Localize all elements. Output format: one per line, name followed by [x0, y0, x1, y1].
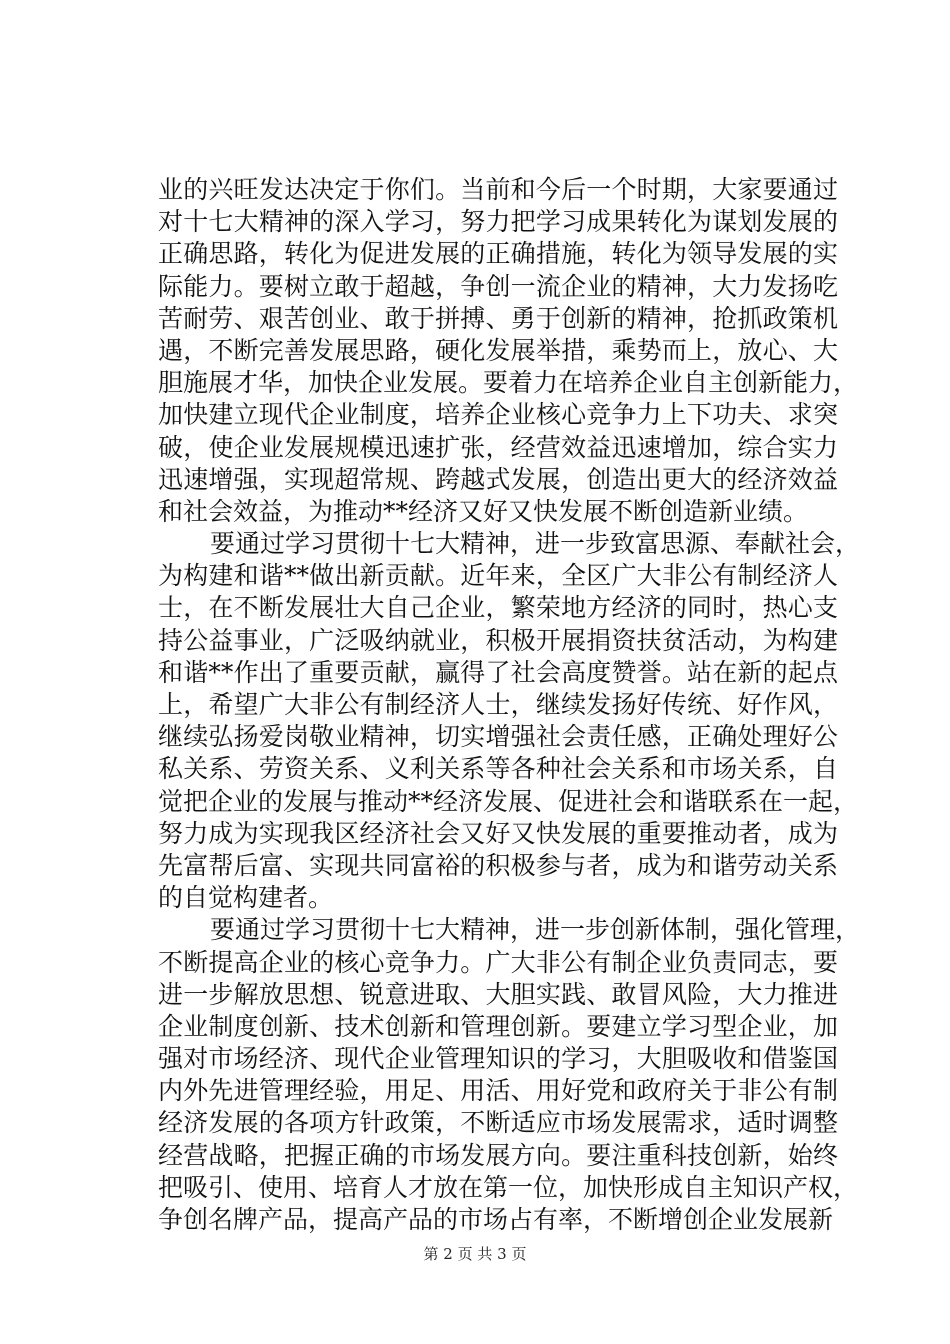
text-line: 经济发展的各项方针政策，不断适应市场发展需求，适时调整	[158, 1108, 838, 1138]
text-line: 经营战略，把握正确的市场发展方向。要注重科技创新，始终	[158, 1140, 838, 1170]
text-line: 和谐**作出了重要贡献，赢得了社会高度赞誉。站在新的起点	[158, 657, 838, 687]
text-line: 士，在不断发展壮大自己企业，繁荣地方经济的同时，热心支	[158, 593, 838, 623]
text-line: 加快建立现代企业制度，培养企业核心竞争力上下功夫、求突	[158, 400, 838, 430]
page-footer: 第 2 页 共 3 页	[423, 1245, 527, 1263]
text-line: 和社会效益，为推动**经济又好又快发展不断创造新业绩。	[158, 496, 809, 526]
document-body	[158, 174, 861, 1236]
text-line: 遇，不断完善发展思路，硬化发展举措，乘势而上，放心、大	[158, 335, 838, 365]
paragraph	[158, 914, 861, 1236]
text-line: 上，希望广大非公有制经济人士，继续发扬好传统、好作风，	[158, 690, 838, 719]
text-line: 要通过学习贯彻十七大精神，进一步致富思源、奉献社会，	[210, 529, 861, 559]
text-line: 进一步解放思想、锐意进取、大胆实践、敢冒风险，大力推进	[158, 979, 838, 1009]
text-line: 苦耐劳、艰苦创业、敢于拼搏、勇于创新的精神，抢抓政策机	[158, 303, 838, 333]
text-line: 的自觉构建者。	[158, 883, 334, 913]
text-line: 企业制度创新、技术创新和管理创新。要建立学习型企业，加	[158, 1011, 838, 1041]
text-line: 争创名牌产品，提高产品的市场占有率，不断增创企业发展新	[158, 1205, 834, 1234]
text-line: 私关系、劳资关系、义利关系等各种社会关系和市场关系，自	[158, 754, 838, 784]
text-line: 不断提高企业的核心竞争力。广大非公有制企业负责同志，要	[158, 947, 838, 977]
text-line: 际能力。要树立敢于超越，争创一流企业的精神，大力发扬吃	[158, 271, 838, 301]
text-line: 破，使企业发展规模迅速扩张，经营效益迅速增加，综合实力	[158, 432, 838, 462]
text-line: 迅速增强，实现超常规、跨越式发展，创造出更大的经济效益	[158, 464, 838, 494]
text-line: 业的兴旺发达决定于你们。当前和今后一个时期，大家要通过	[158, 175, 838, 204]
text-line: 要通过学习贯彻十七大精神，进一步创新体制，强化管理，	[210, 915, 861, 945]
text-line: 内外先进管理经验，用足、用活、用好党和政府关于非公有制	[158, 1076, 838, 1106]
text-line: 胆施展才华，加快企业发展。要着力在培养企业自主创新能力，	[158, 368, 859, 398]
paragraph	[158, 528, 861, 914]
text-line: 把吸引、使用、培育人才放在第一位，加快形成自主知识产权，	[158, 1172, 859, 1202]
text-line: 努力成为实现我区经济社会又好又快发展的重要推动者，成为	[158, 818, 838, 848]
text-line: 觉把企业的发展与推动**经济发展、促进社会和谐联系在一起，	[158, 786, 859, 816]
text-line: 先富帮后富、实现共同富裕的积极参与者，成为和谐劳动关系	[158, 850, 838, 880]
text-line: 持公益事业，广泛吸纳就业，积极开展捐资扶贫活动，为构建	[158, 625, 838, 655]
text-line: 继续弘扬爱岗敬业精神，切实增强社会责任感，正确处理好公	[158, 722, 838, 752]
text-line: 对十七大精神的深入学习，努力把学习成果转化为谋划发展的	[158, 207, 838, 237]
paragraph	[158, 174, 859, 528]
text-line: 强对市场经济、现代企业管理知识的学习，大胆吸收和借鉴国	[158, 1044, 838, 1074]
text-line: 正确思路，转化为促进发展的正确措施，转化为领导发展的实	[158, 239, 838, 269]
text-line: 为构建和谐**做出新贡献。近年来，全区广大非公有制经济人	[158, 561, 838, 591]
